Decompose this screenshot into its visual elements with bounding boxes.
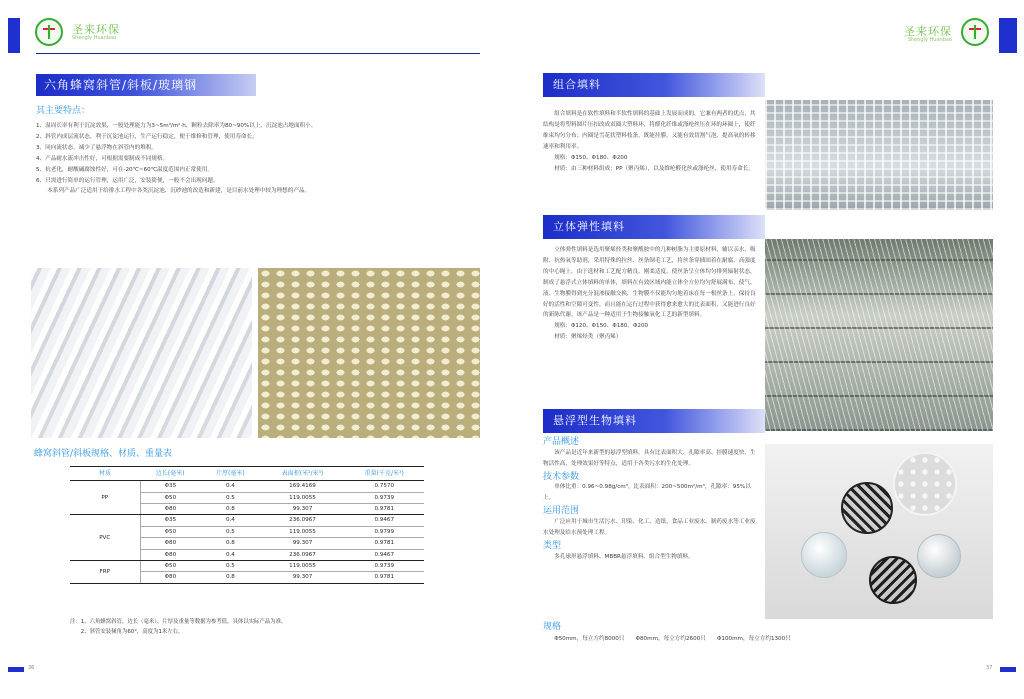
features-heading: 其主要特点：: [36, 106, 91, 116]
table-cell: 0.8: [200, 538, 260, 549]
logo-icon: [969, 25, 981, 39]
table-cell: 0.4: [200, 549, 260, 560]
table-cell: 0.9781: [344, 504, 424, 515]
table-cell: 0.8: [225, 574, 235, 581]
clear-ball-icon: [801, 532, 847, 578]
table-cell: Φ50: [140, 561, 200, 572]
corner-bar-top-right: [999, 18, 1017, 53]
honeycomb-panel-photo: [258, 268, 480, 438]
table-cell: 0.9739: [344, 561, 424, 572]
table-cell: Φ80: [140, 504, 200, 515]
page-marker-left: [8, 667, 24, 672]
table-cell: 169.4169: [261, 481, 345, 492]
table-cell: 119.0055: [261, 561, 345, 572]
table-cell: Φ50: [140, 492, 200, 503]
paragraph: 规格：Φ120、Φ150、Φ180、Φ200: [543, 323, 649, 330]
brand-block-left: [72, 24, 120, 42]
subsection-heading: 产品概述: [543, 437, 580, 447]
section-title-elastic-filler: 立体弹性填料: [543, 215, 765, 239]
table-cell: 0.5: [200, 526, 260, 537]
suspended-filler-photo: [765, 444, 993, 619]
suspended-filler-blocks: [543, 437, 761, 565]
table-cell: Φ50: [140, 526, 200, 537]
corner-bar-top-left: [8, 18, 20, 53]
table-cell: Φ80: [140, 538, 200, 549]
brand-logo-right: [961, 18, 989, 46]
table-cell: 0.5: [200, 561, 260, 572]
paragraph: 立体弹性填料是选用聚烯烃类和聚酰胺中的几种树脂为主要原材料，辅以亲水、吸附、抗热氧等助剂，采用特殊的拉丝、丝条制毛工艺，将丝条穿插固着在耐腐、高强度的中心绳上，由于选材和工艺配方精良，刚柔适度，使丝条呈立体均匀排列辐射状态，制成了悬浮式立体填料的单体，填料在有效区域内能立体全方位均匀舒展满布，使气、液、生物膜得到充分混渗接触交换，生物膜不仅能均匀地着床在每一根丝条上，保持良好的活性和空隙可变性，而且能在运行过程中获得愈来愈大的比表面积，又能进行良好的新陈代谢。该产品是一种适用于生物接触氧化工艺的新型填料。: [543, 247, 756, 319]
elastic-filler-text: [543, 245, 761, 343]
col-header-area: 表面积(米²/米³): [261, 467, 345, 481]
subsection-text: 该产品是近年来新型的悬浮型填料，具有比表面积大、孔隙率高、挂膜速度快、生物活性高、处理效果好等特点，适用于各类污水的生化处理。: [543, 449, 756, 467]
feature-item: 4、产品耐水流冲击性好，可根据需要制成不同规格。: [36, 155, 169, 162]
table-cell: Φ80: [140, 549, 200, 560]
table-cell: 0.9799: [344, 526, 424, 537]
feature-item: 5、抗老化，耐酸碱腐蚀性好，可在-20℃~60℃温度范围内正常使用。: [36, 166, 213, 173]
col-header-weight: 重量(千克/米³): [344, 467, 424, 481]
table-cell: 0.9467: [344, 549, 424, 560]
material-cell: PP: [70, 481, 140, 515]
white-ball-icon: [893, 452, 957, 516]
tube-settler-photo: [31, 268, 252, 438]
subsection-heading: 技术参数: [543, 471, 580, 482]
note-line: 2、斜管安装倾角为60°，高度为1米左右。: [70, 628, 184, 635]
page-number-left: 36: [28, 665, 35, 671]
col-header-thickness: 片厚(毫米): [200, 467, 260, 481]
table-row: [70, 561, 424, 572]
feature-item: 2、斜管内成层流状态，利于沉淀池运行，生产运行稳定，便于维修和管理，使用寿命长。: [36, 133, 258, 140]
page-marker-right: [1000, 667, 1016, 672]
paragraph: 规格：Φ150、Φ180、Φ200: [543, 154, 628, 161]
table-cell: Φ35: [140, 515, 200, 526]
material-cell: PVC: [70, 515, 140, 561]
table-cell: 0.9781: [344, 538, 424, 549]
paragraph: 组合填料是在软性填料和半软性填料的基础上发展而成的，它兼有两者的优点，其结构是将塑料圆片压扣改成双圈大塑料环，将醛化纤维或涤纶丝压在环的环圈上，使纤维束均匀分布；内圈是雪花状塑料枝条，既能挂膜，又能有效切割气泡，提高氧的转移速率和利用率。: [543, 111, 756, 150]
brand-subtitle: Shengly Huanbao: [72, 35, 117, 42]
feature-item: 3、同向流状态，减少了悬浮物在斜管内的堆积。: [36, 144, 158, 151]
table-cell: 0.9781: [374, 574, 395, 581]
table-cell: 0.5: [200, 492, 260, 503]
table-heading: 蜂窝斜管/斜板规格、材质、重量表: [34, 449, 173, 459]
spec-table: [70, 467, 424, 583]
table-row: [70, 481, 424, 492]
table-notes: [70, 618, 470, 637]
combined-filler-text: [543, 109, 761, 174]
table-cell: Φ80: [164, 574, 177, 581]
section-title-combined-filler: 组合填料: [543, 73, 765, 97]
subsection-heading: 类型: [543, 540, 562, 551]
material-cell: FRP: [70, 561, 140, 583]
brand-logo-left: [35, 18, 63, 46]
col-header-material: 材质: [70, 467, 140, 481]
note-line: 注：1、六角蜂窝斜管，边长（毫米）、片厚及重量等数据为参考值，具体以实际产品为准。: [70, 619, 287, 625]
black-ball-icon: [841, 482, 893, 534]
table-cell: 0.8: [200, 504, 260, 515]
subsection-text: 广泛应用于城市生活污水、印染、化工、造纸、食品工业废水、制药废水等工业废水处理及给水预处理工程。: [543, 519, 756, 536]
brand-name: 圣来环保: [904, 25, 952, 38]
combined-filler-photo: [765, 100, 993, 210]
table-cell: 236.0967: [261, 549, 345, 560]
table-cell: 99.307: [261, 538, 345, 549]
brand-name: 圣来环保: [72, 23, 120, 36]
clear-ball-icon: [917, 534, 961, 578]
page-title: 六角蜂窝斜管/斜板/玻璃钢: [36, 74, 256, 96]
section-title-suspended-filler: 悬浮型生物填料: [543, 409, 765, 433]
header-divider-left: [36, 53, 480, 54]
brand-block-right: [904, 26, 952, 44]
table-cell: 0.9467: [344, 515, 424, 526]
feature-item: 1、湿周长率有利于沉淀效果，一般处理能力为3~5m³/m²·h，颗粒去除率为80~90%以上，沉淀池占地面积小。: [36, 123, 317, 129]
subsection-text: 单体比重：0.96~0.98g/cm³，比表面积：200~500m²/m³，孔隙率：95%以上。: [543, 484, 751, 502]
table-cell: 99.307: [261, 504, 345, 515]
subsection-heading: 运用范围: [543, 506, 580, 517]
elastic-filler-photo: [765, 239, 993, 431]
feature-item: 6、只需进行简单的运行管理，运用广泛，安装简便，一般不会出现问题。: [36, 177, 219, 184]
subsection-text: 多孔球形悬浮填料、MBBR悬浮填料、组合型生物填料。: [543, 553, 694, 560]
table-cell: 0.4: [200, 515, 260, 526]
subsection-heading: 规格: [543, 622, 562, 632]
black-ball-icon: [869, 556, 917, 604]
table-cell: 119.0055: [261, 492, 345, 503]
logo-icon: [43, 25, 55, 39]
subsection-text: Φ50mm，每立方约8000只 Φ80mm，每立方约2600只 Φ100mm，每立方约1300只: [543, 636, 791, 642]
table-cell: 0.4: [200, 481, 260, 492]
table-cell: 99.307: [292, 574, 313, 581]
table-cell: 119.0055: [261, 526, 345, 537]
paragraph: 材质：聚烯烃类（聚丙烯）: [543, 334, 622, 341]
paragraph: 材质：由三种材料组成：PP（聚丙烯），以及维纶醛化丝或涤纶丝，使用寿命长。: [543, 165, 754, 172]
brand-subtitle: Shengly Huanbao: [907, 37, 952, 44]
table-cell: Φ35: [140, 481, 200, 492]
page-number-right: 37: [986, 665, 993, 671]
table-cell: 0.7570: [344, 481, 424, 492]
table-cell: 236.0967: [261, 515, 345, 526]
features-list: [36, 121, 486, 197]
spec-table-wrapper: [70, 466, 424, 584]
table-cell: 0.9739: [344, 492, 424, 503]
col-header-side: 边长(毫米): [140, 467, 200, 481]
table-row: [70, 515, 424, 526]
feature-description: 本系列产品广泛适用于给排水工程中各类沉淀池、沉砂池的改造和新建，是目前水处理中较为理想的产品。: [36, 188, 311, 195]
